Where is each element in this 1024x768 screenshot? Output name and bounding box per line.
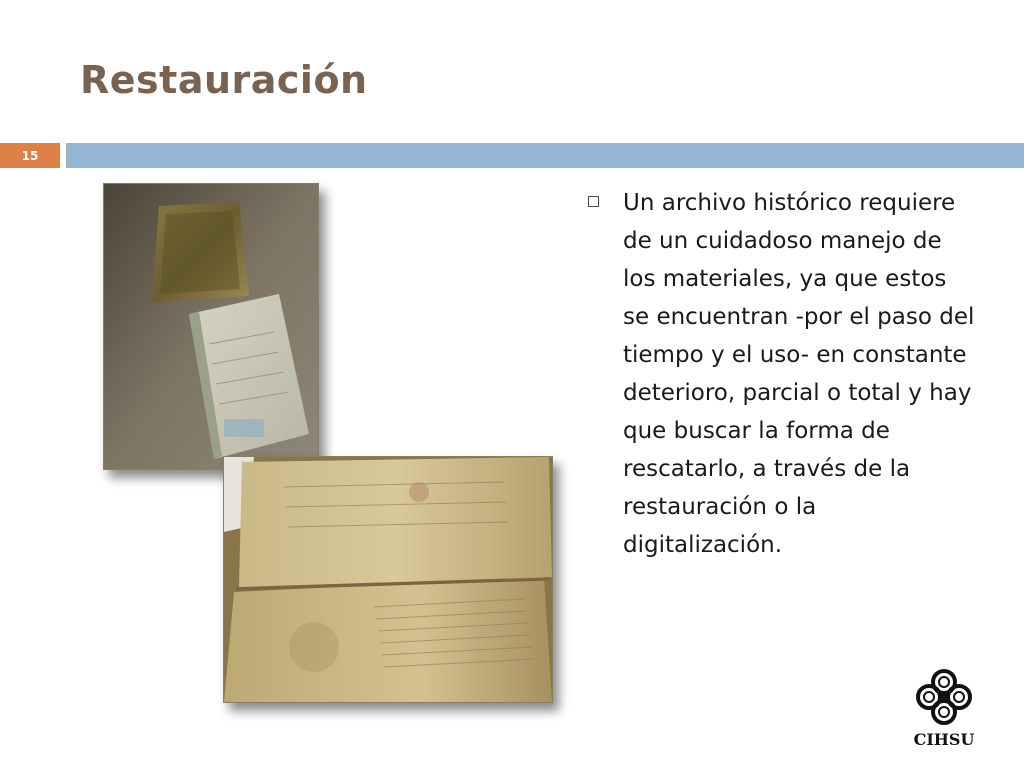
slide-title: Restauración [80,58,368,102]
slide-number: 15 [0,143,60,168]
logo-text: CIHSU [913,730,975,749]
cihsu-emblem-icon [904,666,984,730]
cihsu-logo [904,666,984,754]
photo-open-book [223,456,553,703]
bullet-text: Un archivo histórico requiere de un cuidadoso manejo de los materiales, ya que estos se encuentran -por el paso del tiempo y el uso- en constante deterioro, parcial o total y hay que buscar la forma de rescatarlo, a través de la restauración o la digitalización. [623,190,975,558]
header-bar [66,143,1024,168]
square-bullet-icon [588,196,599,207]
photo-old-documents [103,183,319,470]
